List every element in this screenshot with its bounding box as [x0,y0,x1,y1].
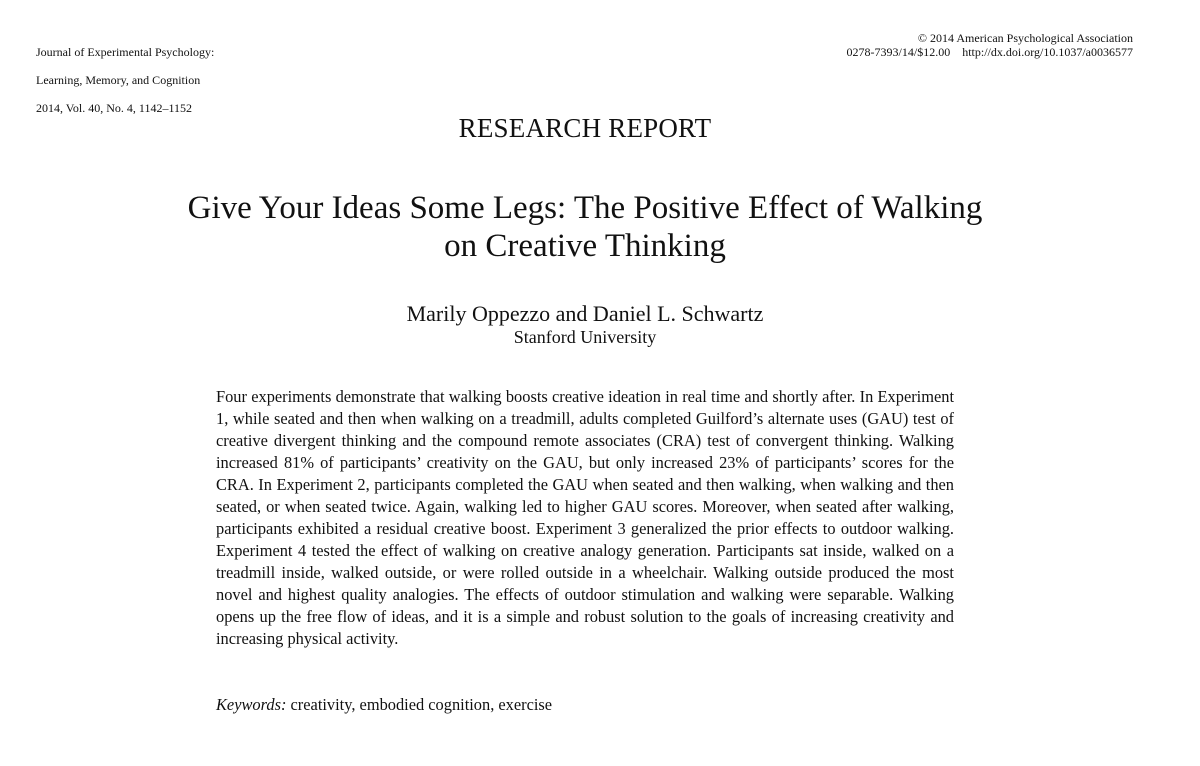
doi-line: 0278-7393/14/$12.00 http://dx.doi.org/10.1037/a0036577 [846,45,1133,59]
journal-subtitle-line: Learning, Memory, and Cognition [36,73,201,87]
paper-title-line-1: Give Your Ideas Some Legs: The Positive Effect of Walking [187,190,983,226]
abstract: Four experiments demonstrate that walking boosts creative ideation in real time and shortly after. In Experiment 1, while seated and then when walking on a treadmill, adults completed Guilford’s alternate uses (GAU) test of creative divergent thinking and the compound remote associates (CRA) test of convergent thinking. Walking increased 81% of participants’ creativity on the GAU, but only increased 23% of participants’ scores for the CRA. In Experiment 2, participants completed the GAU when seated and then walking, when walking and then seated, or when seated twice. Again, walking led to higher GAU scores. Moreover, when seated after walking, participants exhibited a residual creative boost. Experiment 3 generalized the prior effects to outdoor walking. Experiment 4 tested the effect of walking on creative analogy generation. Participants sat inside, walked on a treadmill inside, walked outside, or were rolled outside in a wheelchair. Walking outside produced the most novel and highest quality analogies. The effects of outdoor stimulation and walking were separable. Walking opens up the free flow of ideas, and it is a simple and robust solution to the goals of increasing creativity and increasing physical activity. [216,387,954,648]
keywords [216,694,552,716]
authors: Marily Oppezzo and Daniel L. Schwartz [406,301,764,326]
paper-title [0,189,1170,265]
journal-volume-line: 2014, Vol. 40, No. 4, 1142–1152 [36,101,193,115]
publisher-info [847,31,1133,59]
section-label: RESEARCH REPORT [458,113,712,143]
keywords-label: Keywords: [216,695,287,714]
keywords-list: creativity, embodied cognition, exercise [290,695,553,714]
affiliation: Stanford University [513,327,657,347]
copyright-line: © 2014 American Psychological Association [917,31,1133,45]
paper-title-line-2: on Creative Thinking [444,228,726,264]
journal-name-line: Journal of Experimental Psychology: [36,45,215,59]
